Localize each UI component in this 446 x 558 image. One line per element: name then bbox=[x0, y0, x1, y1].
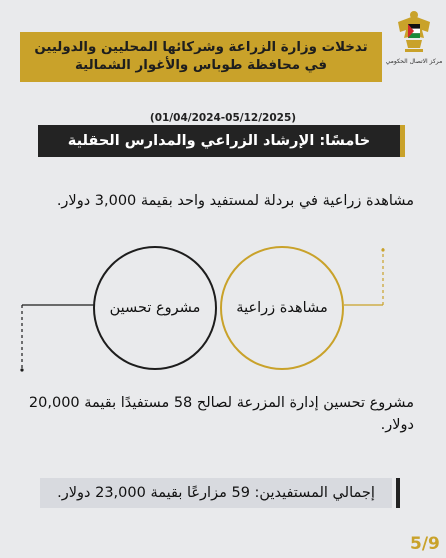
improvement-text: مشروع تحسين إدارة المزرعة لصالح 58 مستفيدًا بقيمة 20,000 دولار. bbox=[28, 395, 414, 433]
field-view-circle-label: مشاهدة زراعية bbox=[236, 300, 328, 316]
total-beneficiaries-text: إجمالي المستفيدين: 59 مزارعًا بقيمة 23,000 دولار. bbox=[57, 485, 375, 501]
page-number: 5/9 bbox=[410, 534, 440, 554]
field-view-circle bbox=[220, 246, 344, 370]
total-accent bbox=[396, 478, 400, 508]
right-connector-dot bbox=[381, 248, 384, 251]
title-line-1: تدخلات وزارة الزراعة وشركائها المحليين والدوليين bbox=[34, 40, 368, 55]
left-connector-dot bbox=[20, 368, 23, 371]
field-view-text: مشاهدة زراعية في بردلة لمستفيد واحد بقيمة 3,000 دولار. bbox=[56, 193, 414, 209]
date-range: (01/04/2024-05/12/2025) bbox=[149, 112, 297, 124]
total-beneficiaries-box bbox=[40, 478, 392, 508]
project-circle-label: مشروع تحسين bbox=[109, 300, 201, 316]
logo-caption: مركز الاتصال الحكومي bbox=[385, 58, 443, 65]
section-title: خامسًا: الإرشاد الزراعي والمدارس الحقلية bbox=[67, 133, 371, 149]
title-line-2: في محافظة طوباس والأغوار الشمالية bbox=[75, 58, 327, 73]
project-circle bbox=[93, 246, 217, 370]
